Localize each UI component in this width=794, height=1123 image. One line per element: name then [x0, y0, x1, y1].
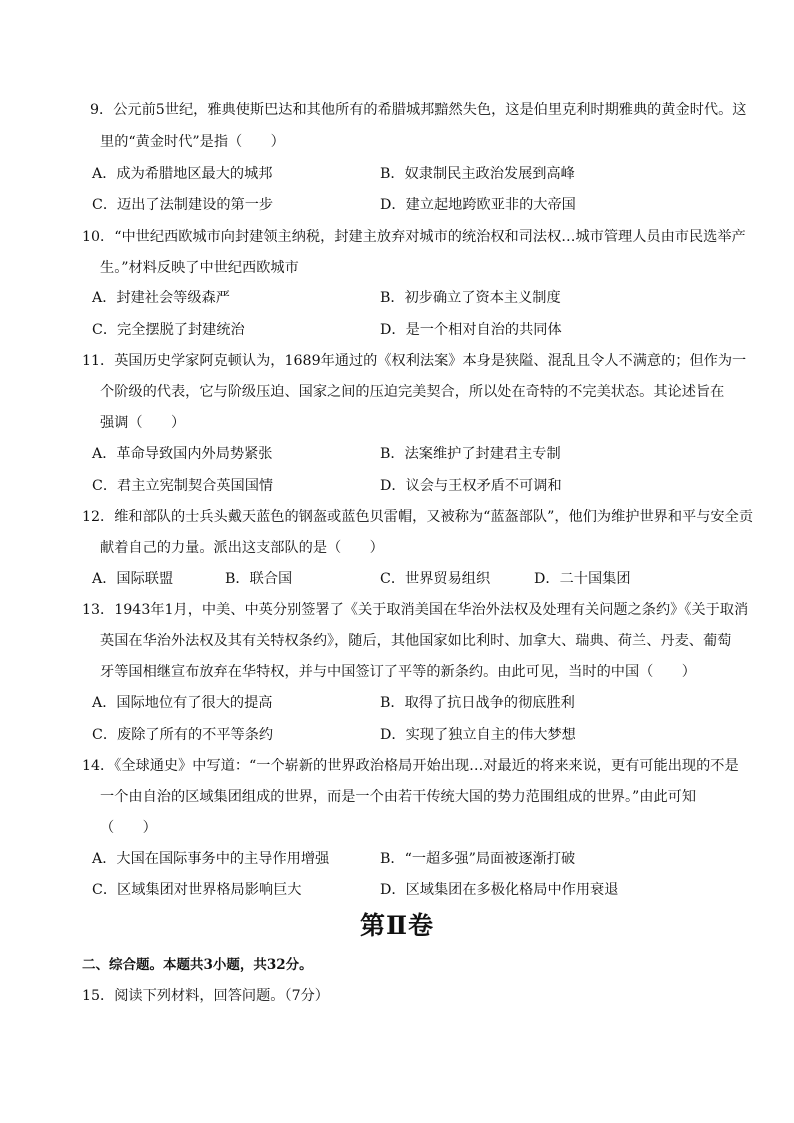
q9-stem-line1: 9．公元前5世纪，雅典使斯巴达和其他所有的希腊城邦黯然失色，这是伯里克利时期雅典的黄金时代。这	[90, 102, 747, 118]
q11-stem-line1: 11．英国历史学家阿克顿认为，1689年通过的《权利法案》本身是狭隘、混乱且令人不满意的；但作为一	[82, 353, 747, 369]
q13-option-d: D．实现了独立自主的伟大梦想	[380, 727, 576, 743]
q10-stem-line1: 10．“中世纪西欧城市向封建领主纳税，封建主放弃对城市的统治权和司法权…城市管理人员由市民选举产	[82, 229, 746, 245]
q9-option-a: A．成为希腊地区最大的城邦	[92, 166, 273, 182]
q9-stem-line2: 里的“黄金时代”是指（ ）	[100, 134, 285, 150]
q13-stem-line2: 英国在华治外法权及其有关特权条约》，随后，其他国家如比利时、加拿大、瑞典、荷兰、丹麦、葡萄	[100, 633, 732, 649]
q9-option-d: D．建立起地跨欧亚非的大帝国	[380, 197, 576, 213]
q12-option-b: B．联合国	[225, 571, 293, 587]
q11-option-b: B．法案维护了封建君主专制	[380, 446, 561, 462]
q11-stem-line2: 个阶级的代表，它与阶级压迫、国家之间的压迫完美契合，所以处在奇特的不完美状态。其论述旨在	[100, 384, 725, 400]
q11-option-a: A．革命导致国内外局势紧张	[92, 446, 273, 462]
volume-title: 第Ⅱ卷	[359, 911, 435, 940]
q13-option-c: C．废除了所有的不平等条约	[92, 727, 274, 743]
q12-stem-line1: 12．维和部队的士兵头戴天蓝色的钢盔或蓝色贝雷帽，又被称为“蓝盔部队”，他们为维护世界和平与安全贡	[82, 509, 754, 525]
q10-option-c: C．完全摆脱了封建统治	[92, 322, 245, 338]
q14-stem-line3: （ ）	[100, 820, 157, 836]
q14-stem-line1: 14．《全球通史》中写道：“一个崭新的世界政治格局开始出现…对最近的将来来说，更有可能出现的不是	[82, 758, 739, 774]
q13-stem-line3: 牙等国相继宣布放弃在华特权，并与中国签订了平等的新条约。由此可见，当时的中国（ ）	[100, 664, 696, 680]
q14-option-d: D．区域集团在多极化格局中作用衰退	[380, 882, 619, 898]
q15-stem: 15．阅读下列材料，回答问题。（7分）	[82, 988, 329, 1004]
q10-option-d: D．是一个相对自治的共同体	[380, 322, 562, 338]
q14-stem-line2: 一个由自治的区域集团组成的世界，而是一个由若干传统大国的势力范围组成的世界。”由此可知	[100, 789, 697, 805]
q14-option-c: C．区域集团对世界格局影响巨大	[92, 882, 302, 898]
q12-option-c: C．世界贸易组织	[380, 571, 491, 587]
q11-stem-line3: 强调（ ）	[100, 415, 186, 431]
q10-option-b: B．初步确立了资本主义制度	[380, 290, 561, 306]
q9-option-b: B．奴隶制民主政治发展到高峰	[380, 166, 575, 182]
q11-option-c: C．君主立宪制契合英国国情	[92, 478, 274, 494]
q9-option-c: C．迈出了法制建设的第一步	[92, 197, 274, 213]
q10-stem-line2: 生。”材料反映了中世纪西欧城市	[100, 260, 299, 276]
q14-option-b: B．“一超多强”局面被逐渐打破	[380, 851, 576, 867]
q13-stem-line1: 13．1943年1月，中美、中英分别签署了《关于取消美国在华治外法权及处理有关问题之条约》《关于取消	[82, 602, 749, 618]
q13-option-a: A．国际地位有了很大的提高	[92, 695, 273, 711]
q11-option-d: D．议会与王权矛盾不可调和	[380, 478, 562, 494]
q10-option-a: A．封建社会等级森严	[92, 290, 230, 306]
q12-option-a: A．国际联盟	[92, 571, 174, 587]
q12-option-d: D．二十国集团	[534, 571, 631, 587]
q13-option-b: B．取得了抗日战争的彻底胜利	[380, 695, 575, 711]
q12-stem-line2: 献着自己的力量。派出这支部队的是（ ）	[100, 540, 384, 556]
section-heading: 二、综合题。本题共3小题，共32分。	[82, 957, 313, 973]
q14-option-a: A．大国在国际事务中的主导作用增强	[92, 851, 330, 867]
